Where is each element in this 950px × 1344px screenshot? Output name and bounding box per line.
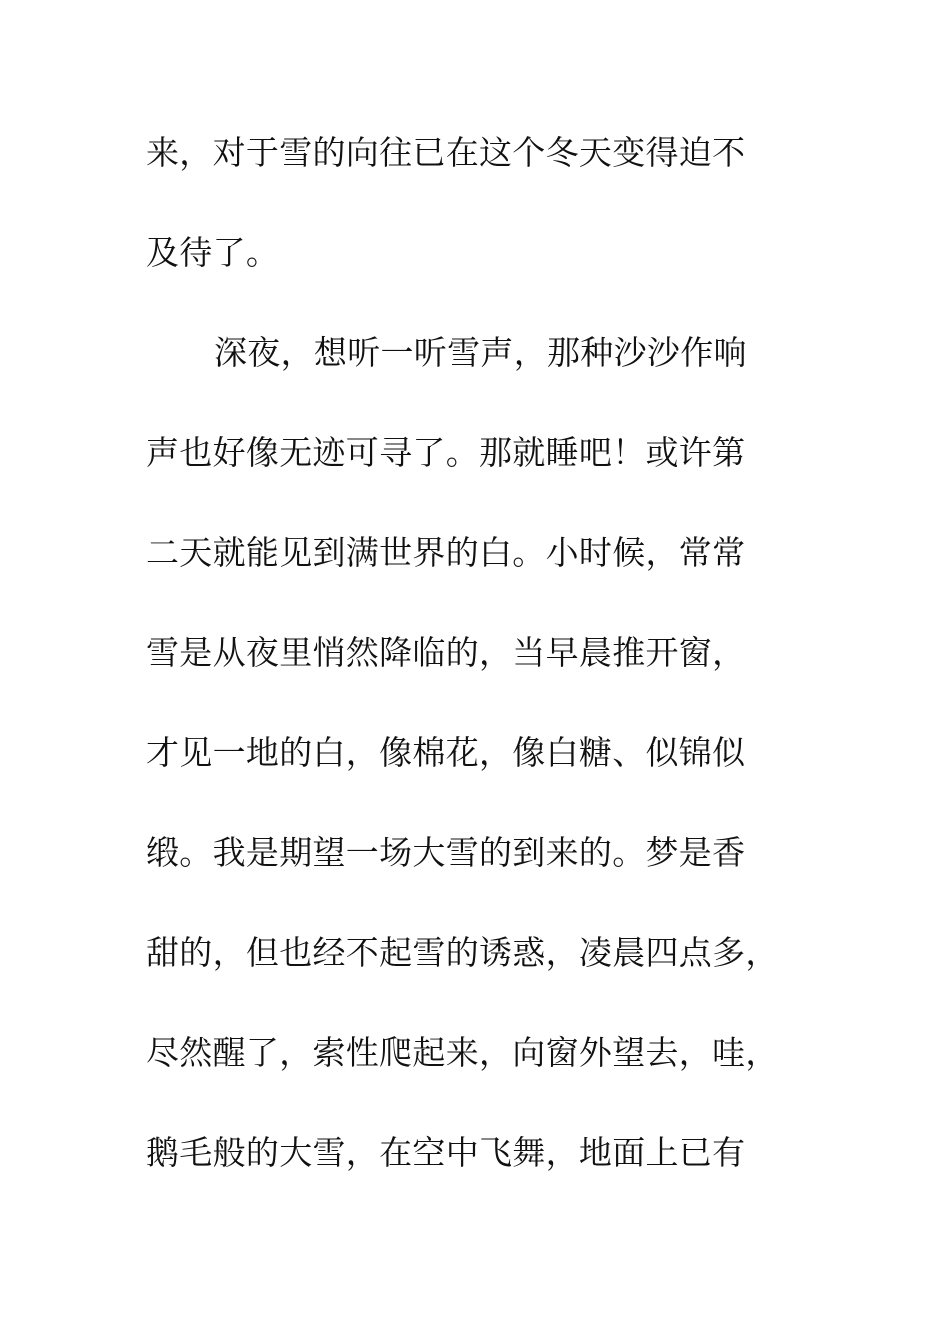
text-line: 缎。我是期望一场大雪的到来的。梦是香 xyxy=(146,833,746,872)
text-line: 才见一地的白，像棉花，像白糖、似锦似 xyxy=(146,733,746,772)
text-line: 甜的，但也经不起雪的诱惑，凌晨四点多， xyxy=(146,933,779,972)
text-line: 尽然醒了，索性爬起来，向窗外望去，哇， xyxy=(146,1033,779,1072)
paragraph-start-line: 深夜，想听一听雪声，那种沙沙作响 xyxy=(214,333,747,372)
text-line: 鹅毛般的大雪，在空中飞舞，地面上已有 xyxy=(146,1133,746,1172)
body-text xyxy=(146,125,806,1225)
text-line: 来，对于雪的向往已在这个冬天变得迫不 xyxy=(146,133,746,172)
text-line: 雪是从夜里悄然降临的，当早晨推开窗， xyxy=(146,633,746,672)
text-line: 及待了。 xyxy=(146,233,280,272)
text-line: 二天就能见到满世界的白。小时候，常常 xyxy=(146,533,746,572)
text-line: 声也好像无迹可寻了。那就睡吧！或许第 xyxy=(146,433,746,472)
